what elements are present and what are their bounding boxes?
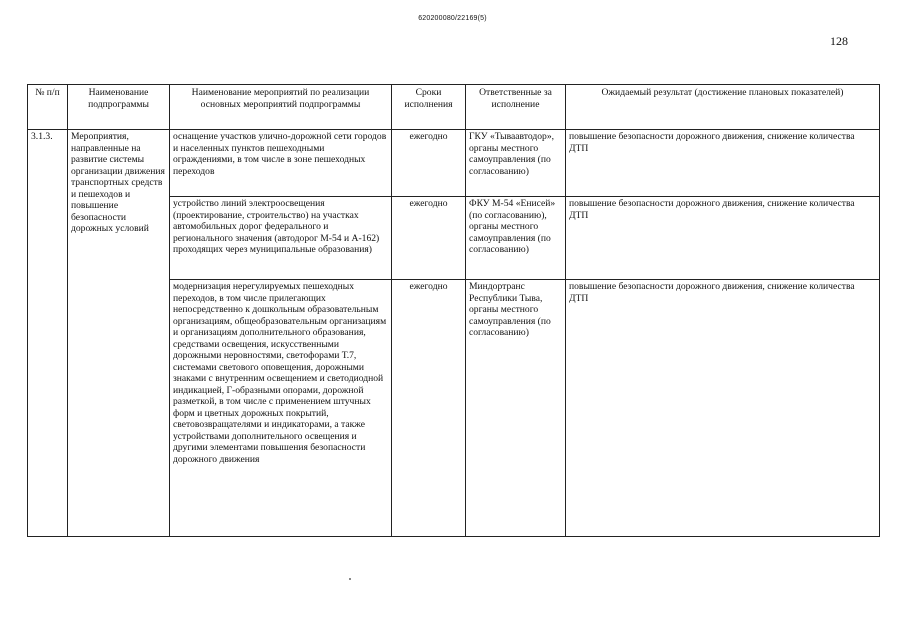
result-cell: повышение безопасности дорожного движения, снижение количества ДТП <box>566 280 880 537</box>
term-cell: ежегодно <box>392 130 466 197</box>
header-term: Сроки исполнения <box>392 85 466 130</box>
subprogram-name: Мероприятия, направленные на развитие системы организации движения транспортных средств и пешеходов и повышение безопасности дорожных условий <box>68 130 170 537</box>
responsible-cell: ФКУ М-54 «Енисей» (по согласованию), органы местного самоуправления (по согласованию) <box>466 197 566 280</box>
header-measures: Наименование мероприятий по реализации основных мероприятий подпрограммы <box>170 85 392 130</box>
measures-table <box>27 84 880 537</box>
header-result: Ожидаемый результат (достижение плановых показателей) <box>566 85 880 130</box>
measure-cell: модернизация нерегулируемых пешеходных переходов, в том числе прилегающих непосредственно к дошкольным образовательным организациям, общеобразовательным организациям и организациям дополнительного образования, средствами освещения, искусственными дорожными неровностями, светофорами Т.7, системами светового оповещения, дорожными знаками с внутренним освещением и светодиодной индикацией, Г-образными опорами, дорожной разметкой, в том числе с применением штучных форм и цветных дорожных покрытий, световозвращателями и индикаторами, а также устройствами дополнительного освещения и другими элементами повышения безопасности дорожного движения <box>170 280 392 537</box>
header-number: № п/п <box>28 85 68 130</box>
section-number: 3.1.3. <box>28 130 68 537</box>
result-cell: повышение безопасности дорожного движения, снижение количества ДТП <box>566 197 880 280</box>
page-number: 128 <box>830 34 848 48</box>
responsible-cell: ГКУ «Тываавтодор», органы местного самоуправления (по согласованию) <box>466 130 566 197</box>
measure-cell: устройство линий электроосвещения (проектирование, строительство) на участках автомобильных дорог федерального и регионального значения (автодорог М-54 и А-162) проходящих через муниципальные образования) <box>170 197 392 280</box>
responsible-cell: Миндортранс Республики Тыва, органы местного самоуправления (по согласованию) <box>466 280 566 537</box>
table-header-row <box>28 85 880 130</box>
header-subprogram: Наименование подпрограммы <box>68 85 170 130</box>
table-row <box>28 130 880 197</box>
result-cell: повышение безопасности дорожного движения, снижение количества ДТП <box>566 130 880 197</box>
document-id: 620200080/22169(5) <box>418 15 487 22</box>
term-cell: ежегодно <box>392 197 466 280</box>
term-cell: ежегодно <box>392 280 466 537</box>
header-responsible: Ответственные за исполнение <box>466 85 566 130</box>
measure-cell: оснащение участков улично-дорожной сети городов и населенных пунктов пешеходными ограждениями, в том числе в зоне пешеходных переходов <box>170 130 392 197</box>
scan-speck <box>349 578 351 580</box>
